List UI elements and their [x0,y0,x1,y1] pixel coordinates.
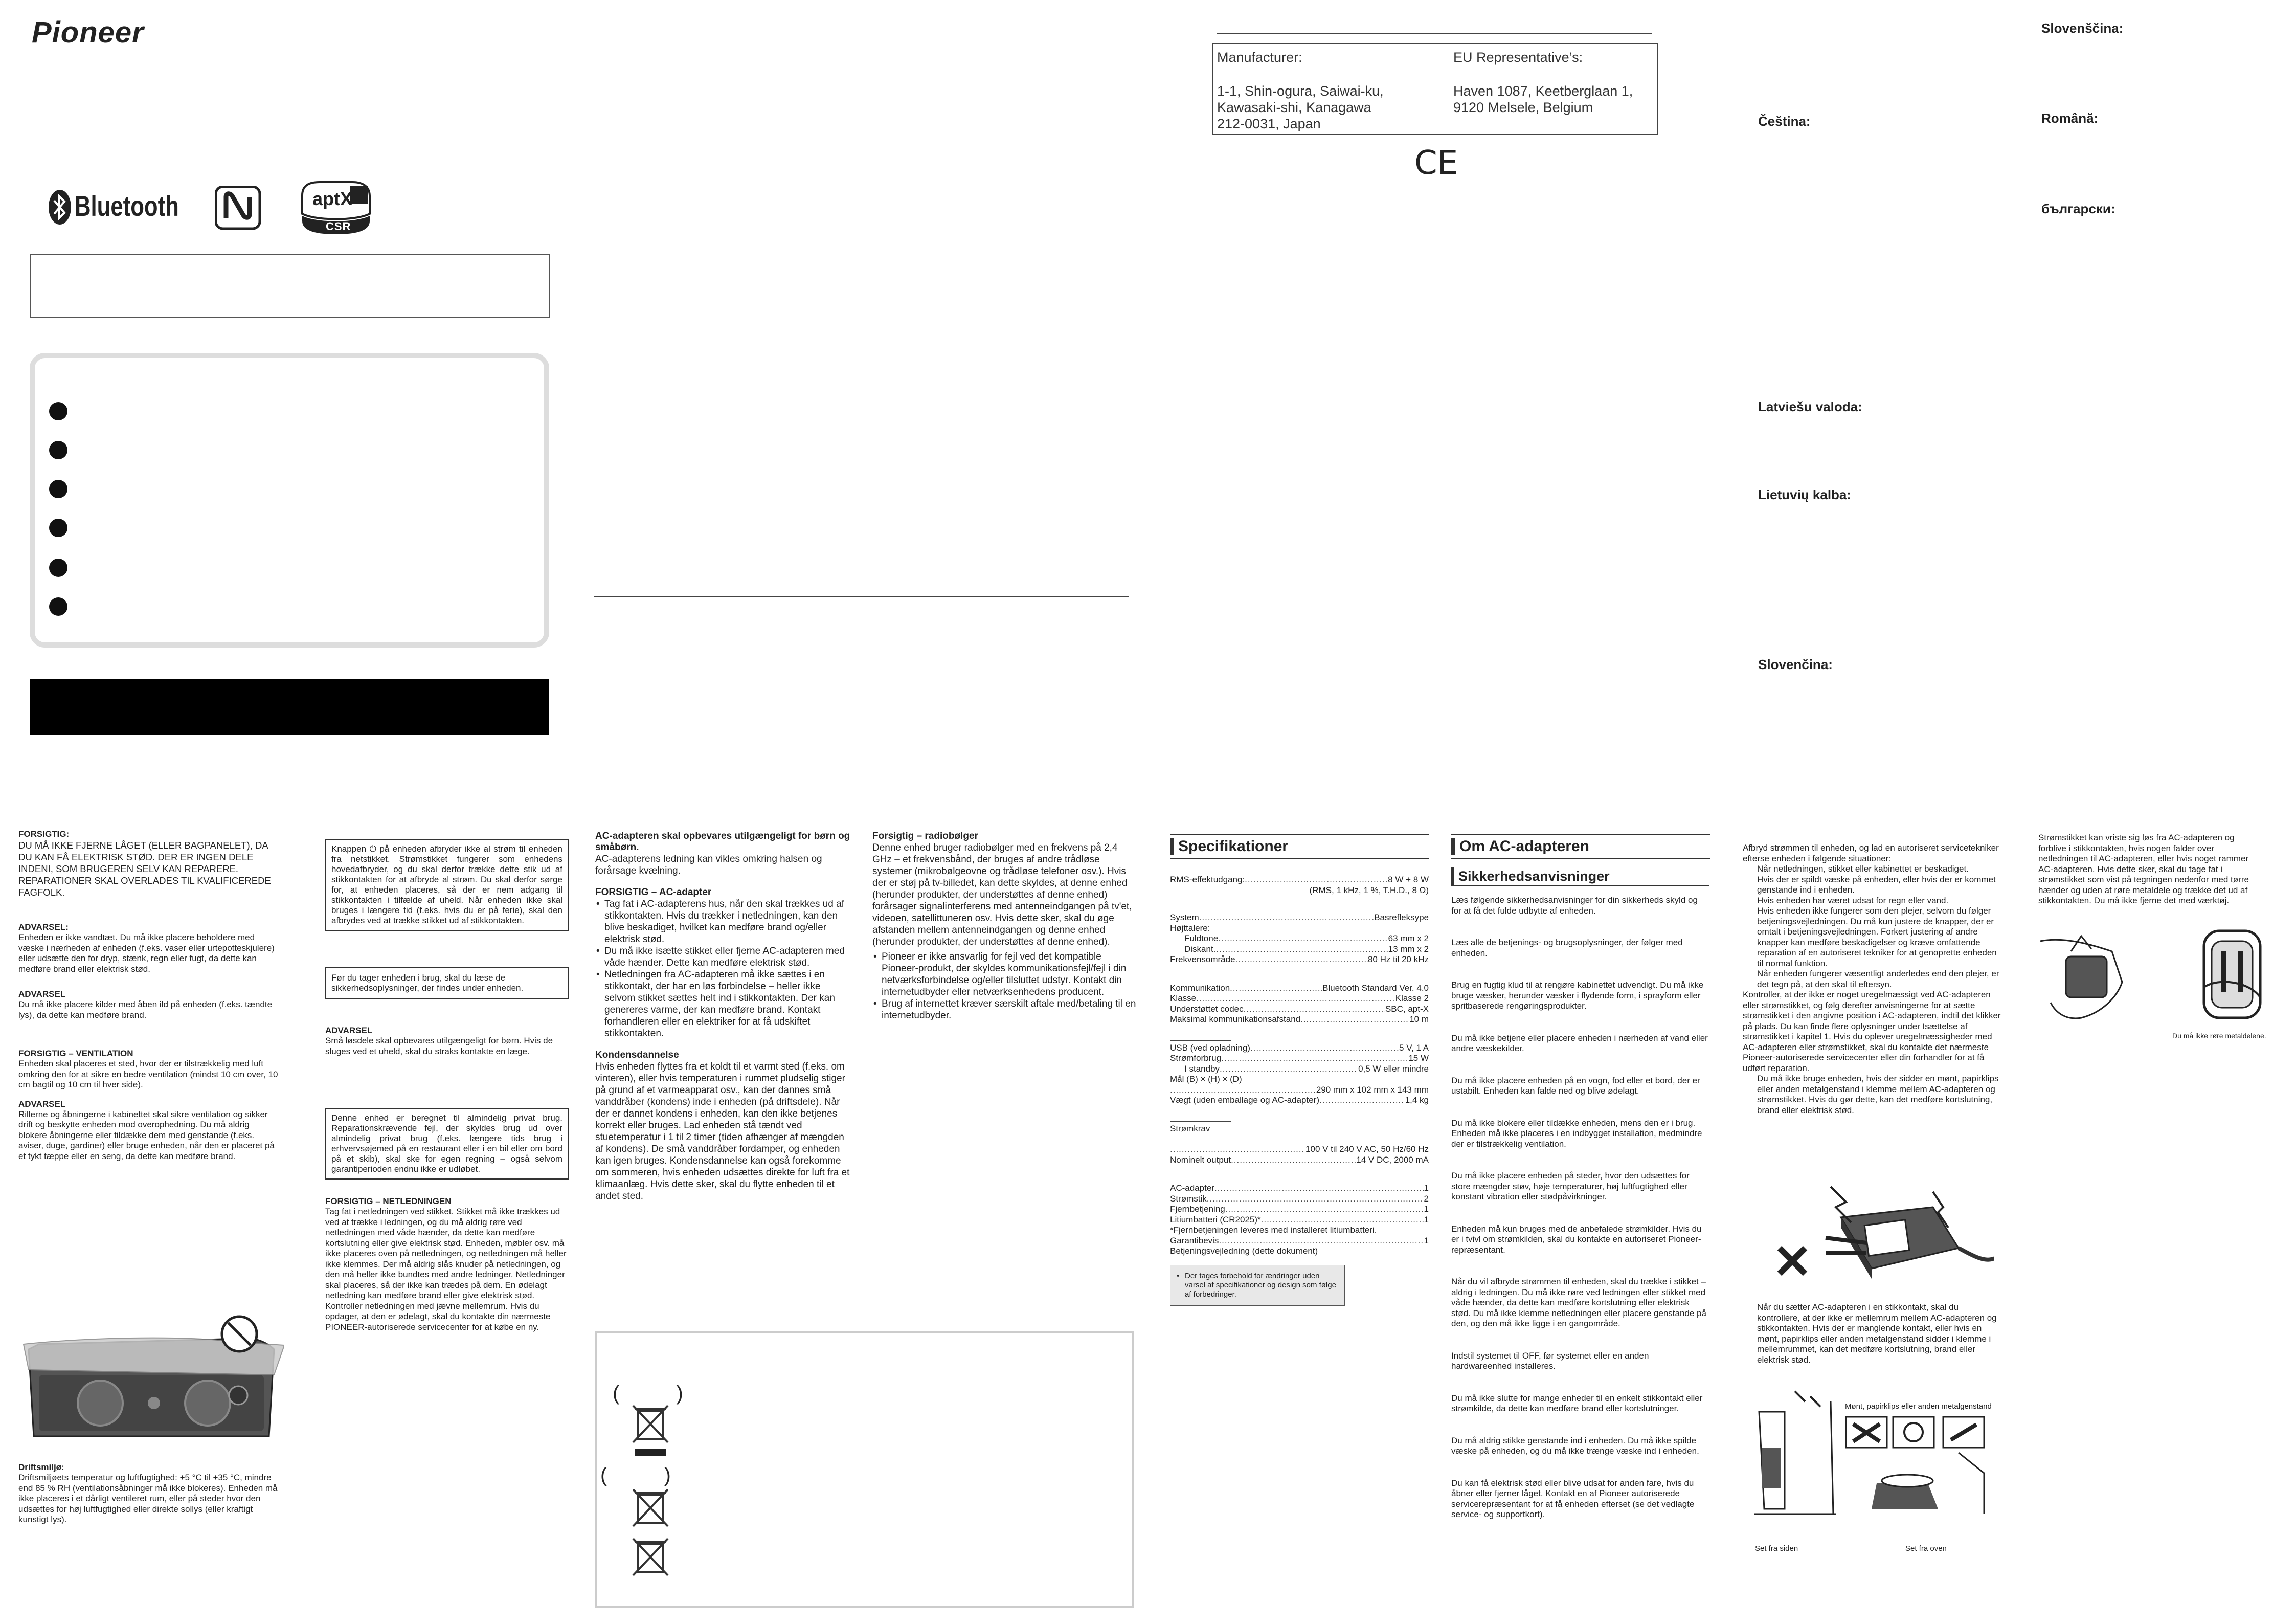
bullet-dot [49,597,67,616]
crossed-bin-icon [630,1536,671,1576]
spec-sublabel: Betjeningsvejledning (dette dokument) [1170,1246,1318,1256]
paren: ( ) [600,1464,671,1486]
drift [18,1462,279,1528]
bullet-item: • Tag fat i AC-adapterens hus, når den skal trækkes ud af stikkontakten. Hvis du trækker i netledningen, kan den blive beskadiget, hvilket kan medføre brand og/eller elektrisk stød. [595,898,851,945]
spec-row [1170,1043,1429,1054]
spec-value: 15 W [1408,1053,1429,1063]
acadapter-subheader: Sikkerhedsanvisninger [1451,867,1709,886]
netledning-text: Tag fat i netledningen ved stikket. Stikket må ikke trækkes ud ved at trække i ledningen, og du må aldrig røre ved netledningen med våde hænder, da dette kan medføre kortslutning eller give elektrisk stød. Enheden, møbler osv. må ikke placeres oven på netledningen, og netledningen må heller ikke klemmes. Der må aldrig slås knuder på netledningen, og den må heller ikke bundtes med andre ledninger. Netledninger skal placeres, så der ikke kan trædes på dem. En ødelagt netledning kan medføre brand eller give elektrisk stød. Kontroller netledningen med jævne mellemrum. Hvis du opdager, at den er ødelagt, skal du kontakte din nærmeste PIONEER-autoriserede servicecenter for at købe en ny. [325,1207,567,1332]
spec-label: Strømforbrug [1170,1053,1222,1063]
paren: ( ) [613,1382,683,1405]
advarsel-title: ADVARSEL [325,1026,373,1035]
spec-label: Vægt (uden emballage og AC-adapter) [1170,1095,1320,1105]
bluetooth-wordmark: Bluetooth [75,190,179,222]
manufacturer-rule [1217,33,1652,34]
acadapter-para: Du må aldrig stikke genstande ind i enheden. Du må ikke spilde væske på enheden, og du må ikke trænge væske ind i enheden. [1451,1435,1699,1456]
col8-text: Strømstikket kan vriste sig løs fra AC-adapteren og forblive i stikkontakten, hvis nogen falder over netledningen til AC-adapteren, eller hvis noget rammer AC-adapteren. Hvis dette sker, skal du tage fat i strømstikket som vist på tegningen nedenfor med tørre hænder og uden at røre metaldele og trække det ud af stikkontakten. Du må ikke fjerne det med værktøj. [2038,833,2249,905]
bluetooth-icon [48,189,72,225]
spec-row [1170,944,1429,955]
list-item: Når netledningen, stikket eller kabinettet er beskadiget. [1757,864,1969,874]
spec-label: Maksimal kommunikationsafstand [1170,1014,1301,1024]
spec-value: 290 mm x 102 mm x 143 mm [1316,1084,1429,1095]
address-line: 1-1, Shin-ogura, Saiwai-ku, [1217,83,1384,99]
acadapter-child-text: AC-adapterens ledning kan vikles omkring halsen og forårsage kvælning. [595,854,822,876]
spec-value: 10 m [1409,1014,1429,1024]
crossed-bin-icon [630,1403,671,1459]
plug-removal-illustration [2035,921,2276,1033]
ce-mark: CE [1414,144,1458,182]
acadapter-title: Om AC-adapteren [1451,838,1589,855]
netledning-title: FORSIGTIG – NETLEDNINGEN [325,1196,452,1206]
spec-value: Bluetooth Standard Ver. 4.0 [1322,983,1429,993]
col4 [872,831,1138,1021]
col7-para4: Når du sætter AC-adapteren i en stikkontakt, skal du kontrollere, at der ikke er mellemrum mellem AC-adapteren og stikkontakten. Hvis der er manglende kontakt, eller hvis en mønt, papirklips eller anden metalgenstand sidder i klemme i mellemrummet, kan det medføre kortslutning, brand eller elektrisk stød. [1757,1302,1997,1365]
spec-value: 1 [1424,1204,1429,1214]
col1 [18,829,279,1165]
drift-text: Driftsmiljøets temperatur og luftfugtighed: +5 °C til +35 °C, mindre end 85 % RH (ventilationsåbninger må ikke blokeres). Enheden må ikke placeres i et dårligt ventileret rum, eller på steder hvor den udsættes for høj luftfugtighed eller direkte sollys (eller kraftigt kunstigt lys). [18,1473,278,1524]
list-item: Hvis der er spildt væske på enheden, eller hvis der er kommet genstande ind i enheden. [1757,874,1996,895]
model-box [30,254,550,318]
spec-value: 5 V, 1 A [1399,1042,1429,1053]
forsigtig-text: DU MÅ IKKE FJERNE LÅGET (ELLER BAGPANELET), DA DU KAN FÅ ELEKTRISK STØD. DER ER INGEN DELE INDENI, SOM BRUGEREN SELV KAN REPARERE. REPARATIONER SKAL OVERLADES TIL KVALIFICEREDE FAGFOLK. [18,840,271,898]
spec-value: 13 mm x 2 [1388,944,1429,954]
forsigtig-title: FORSIGTIG: [18,829,70,839]
acadapter-para: Du må ikke slutte for mange enheder til en enkelt stikkontakt eller strømkilde, da dette kan medføre brand eller kortslutninger. [1451,1393,1703,1413]
acadapter-para: Du må ikke betjene eller placere enheden i nærheden af vand eller andre væskekilder. [1451,1033,1708,1053]
spec-row [1170,1053,1429,1064]
list-item: Hvis enheden har været udsat for regn eller vand. [1757,895,1949,905]
nfc-icon [215,186,261,230]
aptx-sub: CSR [326,220,351,233]
spec-label: Strømstik [1170,1193,1207,1204]
list-item: Når enheden fungerer væsentligt anderledes end den plejer, er det tegn på, at den skal til eftersyn. [1757,969,1999,989]
spec-row [1170,1095,1429,1106]
bullet-item: • Netledningen fra AC-adapteren må ikke sættes i en stikkontakt, der har en løs forbindelse – heller ikke selvom stikket sættes helt ind i stikkontakten. Der kan genereres varme, der kan medføre brand. Kontakt forhandleren eller en elektriker for at få udskiftet stikkontakten. [595,969,851,1039]
spec-label: Kommunikation [1170,983,1230,993]
bullet-dot [49,402,67,420]
spec-label: Diskant [1184,944,1213,954]
spec-value: 1 [1424,1214,1429,1225]
bullet-item: • Der tages forbehold for ændringer uden varsel af specifikationer og design som følge af forbedringer. [1176,1272,1339,1299]
spec-value: 8 W + 8 W [1388,875,1429,884]
divider [594,596,1129,597]
col7 [1743,843,2004,1116]
spec-label: Understøttet codec [1170,1004,1244,1014]
lang-heading: Lietuvių kalba: [1758,487,1852,502]
private-use-box: Denne enhed er beregnet til almindelig privat brug. Reparationskrævende fejl, der skyldes brug ud over almindelig privat brug (f.eks. længere tids brug i erhvervsøjemed på en restaurant eller i en bil eller om bord på et skib), skal ske for egen regning – også selvom garantiperioden endnu ikke er udløbet. [325,1108,569,1180]
spec-row [1170,1183,1429,1194]
spec-value: 80 Hz til 20 kHz [1367,954,1429,964]
acadapter-caution-title: FORSIGTIG – AC-adapter [595,887,712,898]
bullet-item: • Du må ikke isætte stikket eller fjerne AC-adapteren med våde hænder. Dette kan medføre elektrisk stød. [595,945,851,969]
radio-text: Denne enhed bruger radiobølger med en frekvens på 2,4 GHz – et frekvensbånd, der bruges af andre trådløse systemer (mikrobølgeovne og trådløse telefoner osv.). Hvis der er støj på tv-billedet, kan dette skyldes, at denne enhed (herunder produkter, der understøttes af denne enhed) forårsager signalinterferens med antenneindgangen på tv'et, videoen, satellittuneren osv. Hvis dette sker, skal du øge afstanden mellem antenneindgangen og denne enhed (herunder produkter, der understøttes af denne enhed). [872,842,1132,947]
list-item: Hvis enheden ikke fungerer som den plejer, selvom du følger betjeningsvejledningen. Du må kun justere de knapper, der er omtalt i betjeningsvejledningen. Forkert justering af andre knapper kan medføre beskadigelser og kræve omfattende reparation af en autoriseret tekniker for at genoprette enheden til normal funktion. [1757,906,1997,968]
spec-label: Klasse [1170,993,1197,1003]
power-warning-box: Knappen ⏻ på enheden afbryder ikke al strøm til enheden fra netstikket. Strømstikket fungerer som enhedens hovedafbryder, og du skal derfor trække dette stik ud af stikkontakten for at afbryde al strøm. Du skal derfor sørge for, at enheden placeres, så der er nem adgang til stikkontakten i tilfælde af uheld. Når enheden ikke skal bruges i længere tid (f.eks. hvis du er på ferie), skal den afbrydes ved at trække stikket ud af stikkontakten. [325,839,569,931]
spec-row [1170,1194,1429,1205]
col2-netledning [325,1196,568,1336]
spec-label: Nominelt output [1170,1154,1231,1165]
crossed-bin-icon [630,1486,671,1527]
title-bar [30,679,549,735]
spec-row [1170,933,1429,944]
acadapter-header [1451,834,1710,859]
bullet-dot [49,480,67,498]
spec-row [1170,875,1429,885]
advarsel-text: Du må ikke placere kilder med åben ild på enheden (f.eks. tændte lys), da dette kan medføre brand. [18,999,273,1020]
weee-box [595,1331,1134,1608]
manufacturer-label: Manufacturer: [1217,50,1302,65]
acadapter-para: Enheden må kun bruges med de anbefalede strømkilder. Hvis du er i tvivl om strømkilden, skal du kontakte en autoriseret Pioneer- repræsentant. [1451,1223,1702,1255]
spec-label: Fuldtone [1184,933,1219,943]
pioneer-logo: Pioneer [32,16,144,49]
spec-value: 14 V DC, 2000 mA [1356,1154,1429,1165]
spec-value: 0,5 W eller mindre [1358,1063,1429,1074]
acadapter-para: Du kan få elektrisk stød eller blive udsat for anden fare, hvis du åbner eller fjerner låget. Kontakt en af Pioneer autoriserede servicerepræsentant for at få enheden efterset (se det vedlagte service- og supportkort). [1451,1478,1695,1519]
lang-heading: български: [2041,201,2115,216]
advarsel-title: ADVARSEL [18,989,66,999]
spec-note: (RMS, 1 kHz, 1 %, T.H.D., 8 Ω) [1309,885,1429,895]
acadapter-para: Brug en fugtig klud til at rengøre kabinettet udvendigt. Du må ikke bruge væsker, herunder væsker i flydende form, i sprayform eller spritbaserede rengøringsprodukter. [1451,980,1704,1011]
address-line: 212-0031, Japan [1217,116,1321,131]
manufacturer-address [1217,83,1384,132]
spec-row [1170,1155,1429,1166]
aptx-text: aptX [312,188,353,209]
spec-value: 1 [1424,1235,1429,1245]
aptx-logo [299,180,376,236]
spec-row [1170,1236,1429,1247]
bullet-item: • Pioneer er ikke ansvarlig for fejl ved det kompatible Pioneer-produkt, der skyldes kommunikationsfejl/fejl i din netværksforbindelse og/eller tilsluttet udstyr. Kontakt din internetudbyder eller netværksenhedens producent. [872,951,1138,998]
spec-label: RMS-effektudgang: [1170,875,1245,884]
adapter-icon [1764,1176,1994,1294]
spec-value: 100 V til 240 V AC, 50 Hz/60 Hz [1305,1144,1429,1154]
col7-para: Du må ikke bruge enheden, hvis der sidder en mønt, papirklips eller anden metalgenstand i klemme mellem AC-adapteren og strømstikket. Hvis du gør dette, kan det medføre kortslutning, brand eller elektrisk stød. [1757,1074,1999,1115]
col2-advarsel [325,1025,568,1060]
advarsel-text: Enheden er ikke vandtæt. Du må ikke placere beholdere med væske i nærheden af enheden (f.eks. vaser eller urtepotteskjulere) eller udsætte den for dryp, stænk, regn eller fugt, da dette kan medføre brand eller elektrisk stød. [18,932,275,974]
spec-value: SBC, apt-X [1385,1004,1429,1014]
spec-row [1170,993,1429,1004]
lang-heading: Română: [2041,110,2099,126]
eu-rep-label: EU Representative’s: [1453,50,1583,65]
bullet-dot [49,441,67,459]
spec-row [1170,1085,1429,1096]
acadapter-para: Du må ikke placere enheden på en vogn, fod eller et bord, der er ustabilt. Enheden kan falde ned og blive ødelagt. [1451,1075,1700,1096]
spec-label: System [1170,913,1199,922]
advarsel-text: Små løsdele skal opbevares utilgængeligt for børn. Hvis de sluges ved et uheld, skal du straks kontakte en læge. [325,1036,553,1056]
advarsel-title: ADVARSEL [18,1099,66,1109]
spec-sublabel: Højttalere: [1170,923,1210,933]
spec-row [1170,954,1429,965]
fig-label: Mønt, papirklips eller anden metalgenstand [1845,1402,1992,1411]
speaker-icon [18,1314,284,1441]
acadapter-child-title: AC-adapteren skal opbevares utilgængeligt for børn og småbørn. [595,831,850,853]
metal-gap-icon [1744,1381,1999,1534]
bullet-dot [49,519,67,537]
lang-heading: Slovenčina: [1758,657,1833,672]
spec-value: 63 mm x 2 [1388,933,1429,943]
specs-title: Specifikationer [1170,838,1288,855]
spec-value: Basrefleksype [1374,913,1429,922]
address-line: Haven 1087, Keetberglaan 1, [1453,83,1633,99]
acadapter-para: Indstil systemet til OFF, før systemet eller en anden hardwareenhed installeres. [1451,1350,1649,1371]
spec-row [1170,1064,1429,1075]
col3 [595,831,851,1205]
spec-value: 1 [1424,1183,1429,1193]
spec-value: Klasse 2 [1395,993,1429,1003]
spec-sublabel: Mål (B) × (H) × (D) [1170,1074,1242,1084]
acadapter-para: Du må ikke placere enheden på steder, hvor den udsættes for store mængder støv, høje temperaturer, høj luftfugtighed eller konstant vibration eller stødpåvirkninger. [1451,1171,1690,1202]
safety-info-box: Før du tager enheden i brug, skal du læse de sikkerhedsoplysninger, der findes under enheden. [325,967,569,999]
address-line: Kawasaki-shi, Kanagawa [1217,100,1371,115]
bullet-item: • Brug af internettet kræver særskilt aftale med/betaling til en internetudbyder. [872,998,1138,1021]
spec-row [1170,913,1429,923]
acadapter-para: Læs følgende sikkerhedsanvisninger for din sikkerheds skyld og for at få det fulde udbytte af enheden. [1451,895,1698,916]
col8-fig-caption: Du må ikke røre metaldelene. [2172,1032,2266,1040]
acadapter-paras [1451,895,1710,1520]
adapter-illustration [1764,1176,1994,1294]
acadapter-para: Læs alle de betjenings- og brugsoplysninger, der følger med enheden. [1451,938,1683,958]
hand-plug-icon [2035,921,2276,1033]
ventilation-text: Enheden skal placeres et sted, hvor der er tilstrækkelig med luft omkring den for at sikre en bedre ventilation (mindst 10 cm over, 10 cm bagtil og 10 cm til hver side). [18,1059,278,1089]
address-line: 9120 Melsele, Belgium [1453,100,1593,115]
spec-row [1170,1004,1429,1015]
feature-box [30,353,549,648]
spec-row [1170,1204,1429,1215]
radio-title: Forsigtig – radiobølger [872,831,978,841]
spec-label: AC-adapter [1170,1183,1214,1193]
ventilation-title: FORSIGTIG – VENTILATION [18,1049,133,1058]
eu-rep-address [1453,83,1633,116]
spec-row [1170,1144,1429,1155]
spec-label: Garantibevis [1170,1235,1219,1245]
spec-value: 1,4 kg [1405,1095,1429,1105]
spec-note-box [1170,1265,1345,1306]
col7-intro: Afbryd strømmen til enheden, og lad en autoriseret servicetekniker efterse enheden i følgende situationer: [1743,843,1999,863]
kondens-title: Kondensdannelse [595,1050,679,1060]
lang-heading: Slovenščina: [2041,20,2124,36]
acadapter-para: Når du vil afbryde strømmen til enheden, skal du trække i stikket – aldrig i ledningen. Du må ikke røre ved ledningen eller stikket med våde hænder, da dette kan medføre kortslutning eller elektrisk stød. Du må ikke klemme netledningen eller placere genstande på den, og den må ikke ligge i en gangområde. [1451,1277,1706,1328]
metal-illustration [1744,1381,1999,1534]
spec-label: I standby [1184,1063,1220,1074]
specs-header [1170,834,1429,859]
lang-heading: Latviešu valoda: [1758,399,1862,414]
advarsel-text: Rillerne og åbningerne i kabinettet skal sikre ventilation og sikker drift og beskytte enheden mod overophedning. Du må aldrig blokere åbningerne eller tildække dem med genstande (f.eks. aviser, duge, gardiner) eller bruge enheden, når den er placeret på et tykt tæppe eller en seng, da dette kan medføre brand. [18,1109,275,1161]
spec-row [1170,983,1429,994]
manufacturer-box [1212,43,1658,135]
spec-footnote: *Fjernbetjeningen leveres med installeret litiumbatteri. [1170,1225,1377,1235]
spec-label: Frekvensområde [1170,954,1235,964]
specs-list [1170,875,1429,1306]
bullet-dot [49,559,67,577]
speaker-illustration [18,1314,284,1441]
col7-para: Kontroller, at der ikke er noget uregelmæssigt ved AC-adapteren eller strømstikket, og følg derefter anvisningerne for at sætte strømstikket i den angivne position i AC-adapteren, indtil det klikker på plads. Du kan finde flere oplysninger under Isættelse af strømstikket i kapitel 1. Hvis du oplever uregelmæssigheder med AC-adapteren eller strømstikket, skal du kontakte det nærmeste Pioneer-autoriserede servicecenter eller din forhandler for at få udført reparation. [1743,990,2001,1073]
fig-caption: Set fra oven [1905,1544,1947,1553]
spec-label: Litiumbatteri (CR2025)* [1170,1214,1261,1225]
spec-row [1170,1014,1429,1025]
kondens-text: Hvis enheden flyttes fra et koldt til et varmt sted (f.eks. om vinteren), eller hvis temperaturen i rummet pludselig stiger på grund af et varmeapparat osv., kan der dannes små vanddråber (kondens) inde i enheden (på driftsdele). Når der er dannet kondens i enheden, kan den ikke betjenes korrekt eller bruges. Lad enheden stå tændt ved stuetemperatur i 1 til 2 timer (tiden afhænger af mængden af kondens). De små vanddråber fordamper, og enheden kan igen bruges. Kondensdannelse kan også forekomme om sommeren, hvis enheden udsættes direkte for luft fra et klimaanlæg. Hvis dette sker, skal du flytte enheden til et andet sted. [595,1061,850,1202]
fig-caption: Set fra siden [1755,1544,1798,1553]
spec-label: Fjernbetjening [1170,1204,1225,1214]
spec-value: 2 [1424,1193,1429,1204]
lang-heading: Čeština: [1758,114,1811,129]
spec-row [1170,1215,1429,1226]
advarsel-title: ADVARSEL: [18,922,69,932]
acadapter-para: Du må ikke blokere eller tildække enheden, mens den er i brug. Enheden må ikke placeres i en indbygget installation, medmindre der er tilstrækkelig ventilation. [1451,1118,1702,1149]
spec-sublabel: Strømkrav [1170,1123,1210,1133]
drift-title: Driftsmiljø: [18,1462,64,1472]
spec-label: USB (ved opladning) [1170,1042,1250,1053]
nfc-logo [215,186,261,230]
bluetooth-logo [48,189,186,225]
